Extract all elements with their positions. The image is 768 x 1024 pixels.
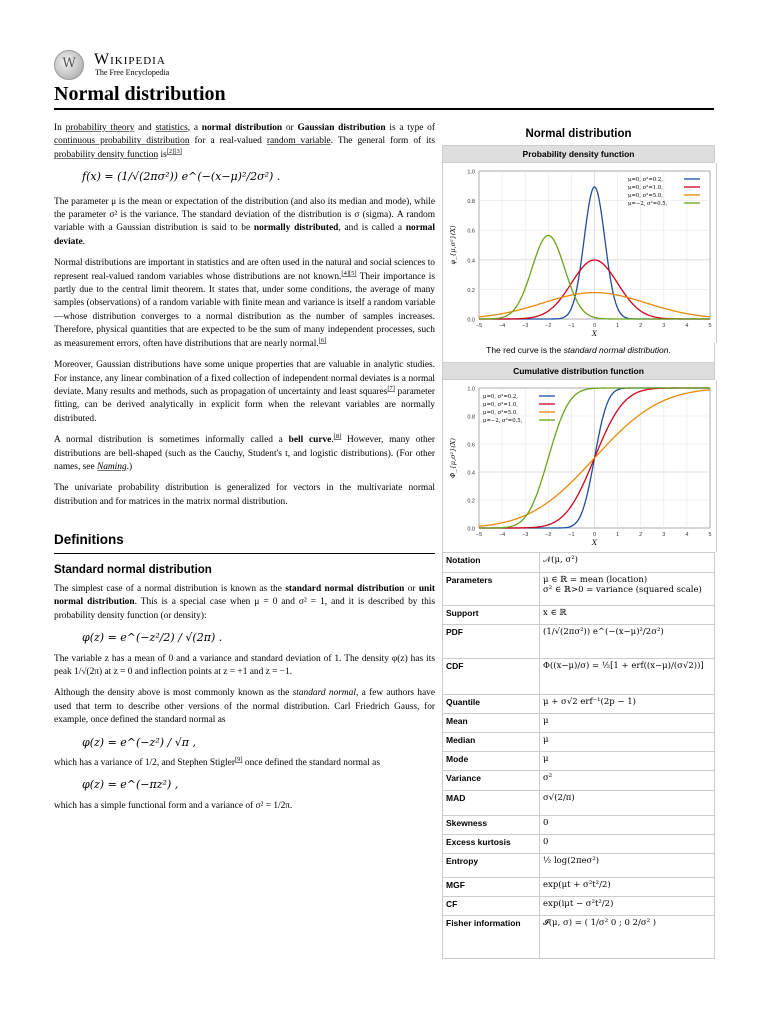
text: . This is a special case when μ = 0 and σ² = 1, and it is described by this probability density function (or density): [54,597,436,621]
infobox-value [540,771,715,791]
x-tick-label: 3 [662,532,666,538]
citation-8[interactable]: [8] [333,433,342,440]
infobox-value-text: μ ∈ ℝ = mean (location) [543,575,648,585]
text: or [404,583,419,594]
text: , a few authors have used that term to describe other versions of the normal distribution. Carl Friedrich Gauss, for example, once defined the standard normal as [54,688,435,726]
infobox-row [443,625,715,659]
multivariate-paragraph: The univariate probability distribution is generalized for vectors in the multivariate normal distribution and for matrices in the matrix normal distribution. [54,483,435,507]
x-tick-label: 1 [616,323,620,329]
infobox-key: PDF [443,625,540,659]
text: and [134,123,156,133]
text: The parameter μ is the mean or expectation of the distribution (and also its median and mode), while the parameter σ² is the variance. The standard deviation of the distribution is σ (sigma). A random variable with a Gaussian distribution is said to be [54,196,435,234]
infobox-row [443,878,715,897]
y-tick-label: 0.0 [467,526,475,533]
link-continuous-probability-distribution[interactable]: continuous probability distribution [54,136,190,147]
x-tick-label: −4 [498,323,506,329]
infobox-row [443,714,715,733]
y-tick-label: 0.8 [467,414,475,421]
infobox-row [443,854,715,878]
infobox-key: CF [443,897,540,916]
x-tick-label: 2 [639,323,643,329]
link-probability-theory[interactable]: probability theory [65,123,135,133]
standard-normal-equation: φ(z) = e^(−z²/2) / √(2π) . [82,631,223,645]
y-tick-label: 0.6 [467,442,475,449]
x-tick-label: 0 [592,323,597,329]
infobox-key: Quantile [443,695,540,714]
infobox-key: Support [443,606,540,625]
gauss-equation: φ(z) = e^(−z²) / √π , [82,735,196,749]
y-tick-label: 0.4 [467,258,475,265]
text: . [331,435,334,446]
infobox-row [443,752,715,771]
legend-label: μ=0, σ²=5.0, [483,410,518,416]
infobox-key: Fisher information [443,916,540,959]
infobox-key: MAD [443,791,540,816]
infobox-value [540,897,715,916]
x-tick-label: 1 [616,532,620,538]
citation-6[interactable]: [6] [318,336,327,344]
text: However, many other distributions are bell-shaped (such as the Cauchy, Student's t, and logistic distributions). (For other names, see [54,435,435,472]
text: or [282,123,298,133]
intro-paragraph [54,122,435,162]
infobox-key: Median [443,733,540,752]
infobox-key: Entropy [443,854,540,878]
infobox-key: Parameters [443,573,540,606]
legend-label: μ=0, σ²=5.0, [628,193,663,199]
infobox-value [540,752,715,771]
text: In [54,123,66,133]
infobox-value-text: Φ((x−μ)/σ) = ½[1 + erf((x−μ)/(σ√2))] [543,661,704,671]
infobox-value-text: ½ log(2πeσ²) [543,856,600,866]
y-tick-label: 0.0 [467,317,475,324]
wikipedia-globe-logo[interactable] [54,50,84,80]
infobox-value-text: μ [543,735,549,745]
infobox-row [443,659,715,695]
x-tick-label: −2 [545,323,552,329]
text: . [668,345,671,355]
section-divider [54,553,435,554]
citation-7[interactable]: [7] [387,384,395,392]
text: A normal distribution is sometimes informally called a [54,435,289,446]
text: . The general form of its [330,136,435,147]
infobox-value [540,854,715,878]
link-statistics[interactable]: statistics [155,123,188,133]
legend-label: μ=0, σ²=1.0, [628,185,663,191]
x-tick-label: −4 [498,532,506,538]
x-tick-label: 4 [685,532,689,538]
y-tick-label: 0.6 [467,228,475,235]
infobox-row [443,816,715,835]
x-tick-label: −1 [568,532,575,538]
x-tick-label: −3 [522,532,529,538]
infobox-value-text: x ∈ ℝ [543,608,567,618]
infobox-row [443,916,715,959]
infobox-value-text: μ [543,754,549,764]
infobox-value [540,659,715,695]
infobox-value [540,606,715,625]
infobox-value-text: 𝓘(μ, σ) = ( 1/σ² 0 ; 0 2/σ² ) [543,918,657,928]
y-tick-label: 0.4 [467,470,475,477]
infobox-value-text: μ + σ√2 erf⁻¹(2p − 1) [543,697,636,707]
x-tick-label: 3 [662,323,666,329]
article-body [54,122,435,821]
text: which has a variance of 1/2, and Stephen Stigler [54,758,235,769]
x-tick-label: 5 [708,532,712,538]
x-tick-label: 4 [685,323,689,329]
stigler-paragraph [54,757,435,770]
page-title: Normal distribution [54,83,226,105]
text: is [158,149,167,160]
term-normally-distributed: normally distributed [253,223,339,234]
infobox-row [443,553,715,573]
parameter-paragraph [54,196,435,250]
infobox-value-text: σ√(2/π) [543,793,575,803]
infobox-value [540,733,715,752]
infobox-key: Mode [443,752,540,771]
infobox-value [540,916,715,959]
legend-label: μ=0, σ²=0.2, [483,394,518,400]
y-axis-label: φ_{μ,σ²}(X) [449,225,457,265]
infobox-value [540,553,715,573]
citation-2-3[interactable]: [2][3] [166,147,182,155]
clt-paragraph [54,257,435,351]
legend-label: μ=−2, σ²=0.5, [628,201,668,207]
infobox-value-text: 0 [543,818,549,828]
cdf-header: Cumulative distribution function [442,362,715,380]
x-axis-label: X [592,330,597,338]
infobox-row [443,835,715,854]
text: once defined the standard normal as [242,758,380,769]
pdf-header: Probability density function [442,145,715,163]
infobox-key: Skewness [443,816,540,835]
term-normal-deviate: normal deviate [54,223,435,247]
link-random-variable[interactable]: random variable [266,136,331,147]
infobox-row [443,733,715,752]
infobox-row [443,771,715,791]
text: Although the density above is most commonly known as the [54,688,293,699]
infobox-key: Excess kurtosis [443,835,540,854]
text: . [82,236,85,247]
infobox-value [540,573,715,606]
infobox-row [443,606,715,625]
infobox-value [540,625,715,659]
y-tick-label: 1.0 [467,386,475,393]
y-tick-label: 0.2 [467,287,475,294]
infobox-value [540,816,715,835]
standard-normal-paragraph [54,583,435,623]
link-naming[interactable]: Naming [96,461,127,472]
term-unit-normal-distribution: unit normal distribution [54,583,435,608]
legend-label: μ=0, σ²=1.0, [483,402,518,408]
pdf-chart[interactable] [442,163,717,343]
citation-9[interactable]: [9] [234,755,243,763]
text: The simplest case of a normal distribution is known as the [54,583,286,594]
properties-table [442,552,715,959]
text: Moreover, Gaussian distributions have some unique properties that are valuable in analytic studies. For instance, any linear combination of a fixed collection of independent normal deviates is a normal deviate. Many results and methods, such as propagation of uncertainty and least squares [54,360,435,397]
infobox-key: MGF [443,878,540,897]
site-tagline: The Free Encyclopedia [95,68,170,77]
y-axis-label: Φ_{μ,σ²}(X) [449,438,457,478]
infobox-value-text: exp(iμt − σ²t²/2) [543,899,614,909]
variance-paragraph: which has a simple functional form and a variance of σ² = 1/2π. [54,800,293,811]
stigler-equation: φ(z) = e^(−πz²) , [82,778,179,792]
infobox-value-text: μ [543,716,549,726]
legend-label: μ=−2, σ²=0.5, [483,418,523,424]
link-probability-density-function[interactable]: probability density function [54,149,159,160]
section-heading-definitions: Definitions [54,532,124,548]
infobox-value-text: 0 [543,837,549,847]
y-tick-label: 1.0 [467,169,475,176]
term-standard-normal-distribution: standard normal distribution [285,583,405,594]
x-tick-label: −5 [475,323,483,329]
text: .) [126,461,133,472]
infobox-value [540,714,715,733]
site-name: Wikipedia [94,51,166,68]
cdf-chart[interactable] [442,380,717,552]
infobox-row [443,791,715,816]
title-divider [54,108,714,110]
infobox-value-text: σ² [543,773,553,783]
infobox-title: Normal distribution [525,128,632,140]
bell-curve-paragraph [54,434,435,474]
text: , and is called a [338,223,406,234]
y-tick-label: 0.8 [467,199,475,206]
text: for a real-valued [189,136,267,147]
x-tick-label: −3 [522,323,529,329]
citation-4-5[interactable]: [4][5] [341,269,357,277]
infobox-value [540,878,715,897]
text: The red curve is the [486,345,564,355]
x-tick-label: −2 [545,532,552,538]
infobox-row [443,573,715,606]
infobox-key: CDF [443,659,540,695]
term-bell-curve: bell curve [288,435,332,446]
term-gaussian-distribution: Gaussian distribution [297,123,386,133]
infobox-row [443,897,715,916]
text: Their importance is partly due to the central limit theorem. It states that, under some conditions, the average of many samples (observations) of a random variable with finite mean and variance is itself a random variable—whose distribution converges to a normal distribution as the number of samples increases. Therefore, physical quantities that are expected to be the sum of many independent processes, such as measurement errors, often have distributions that are nearly normal. [54,271,435,349]
infobox-value-text: 𝒩(μ, σ²) [543,555,578,565]
pdf-caption [442,343,715,362]
infobox-key: Variance [443,771,540,791]
infobox-value-text: σ² ∈ ℝ>0 = variance (squared scale) [543,585,702,595]
term-standard-normal: standard normal [292,688,356,699]
legend-label: μ=0, σ²=0.2, [628,177,663,183]
gauss-definition-paragraph [54,687,435,727]
x-tick-label: −1 [568,323,575,329]
term-normal-distribution: normal distribution [201,123,283,133]
subsection-heading-standard-normal: Standard normal distribution [54,563,212,576]
x-axis-label: X [592,539,597,547]
infobox-row [443,695,715,714]
y-tick-label: 0.2 [467,498,475,505]
x-tick-label: 2 [639,532,643,538]
infobox-value [540,835,715,854]
properties-paragraph [54,359,435,426]
infobox-value-text: exp(μt + σ²t²/2) [543,880,611,890]
text: , a [187,123,202,133]
text: is a type of [385,123,435,133]
text: standard normal distribution [563,345,669,355]
x-tick-label: −5 [475,532,483,538]
pdf-formula: f(x) = (1/√(2πσ²)) e^(−(x−μ)²/2σ²) . [82,170,281,184]
standard-normal-properties-paragraph: The variable z has a mean of 0 and a variance and standard deviation of 1. The density φ(z) has its peak 1/√(2π) at z = 0 and inflection points at z = +1 and z = −1. [54,653,435,677]
infobox-value [540,695,715,714]
text: parameter fitting, can be derived analytically in explicit form when the relevant variables are normally distributed. [54,386,435,424]
infobox-value-text: (1/√(2πσ²)) e^(−(x−μ)²/2σ²) [543,627,664,637]
x-tick-label: 0 [592,532,597,538]
infobox-value [540,791,715,816]
x-tick-label: 5 [708,323,712,329]
text: Normal distributions are important in statistics and are often used in the natural and social sciences to represent real-valued random variables whose distributions are not known. [54,258,435,282]
infobox-key: Notation [443,553,540,573]
infobox [442,122,715,959]
infobox-key: Mean [443,714,540,733]
